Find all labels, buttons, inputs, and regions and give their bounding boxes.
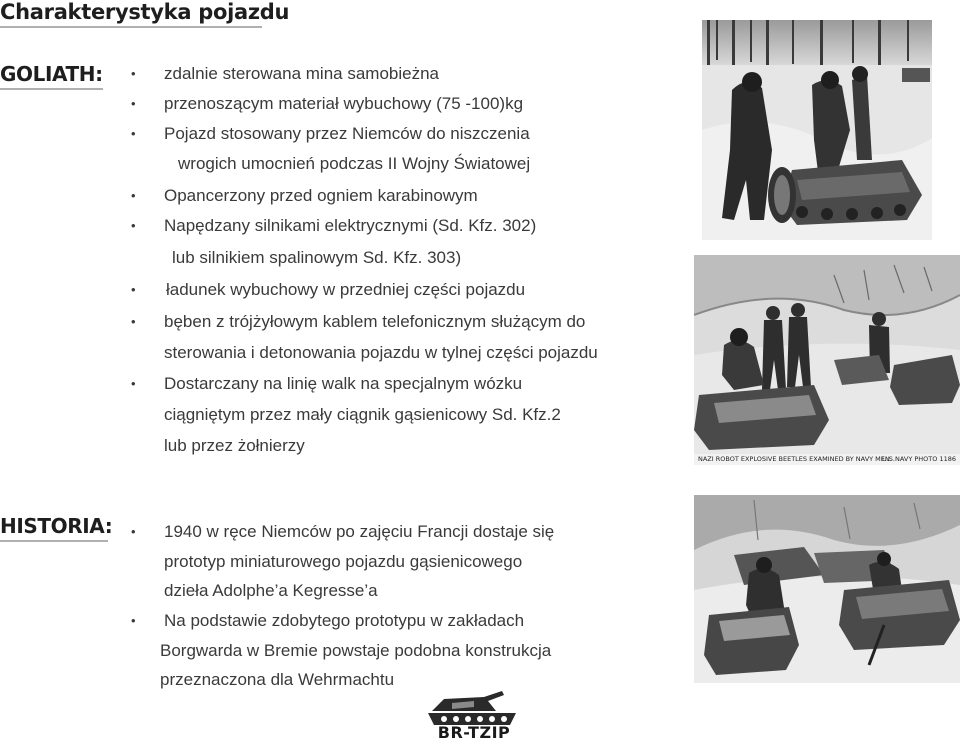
list-item-continuation: ciągniętym przez mały ciągnik gąsienicowy Sd. Kfz.2: [164, 405, 561, 424]
goliath-label-underline: [0, 88, 103, 90]
bullet: •: [131, 188, 136, 203]
historia-label-underline: [0, 540, 108, 542]
bullet: •: [131, 218, 136, 233]
logo-text: BR-TZIP: [437, 723, 511, 742]
list-item-continuation: lub silnikiem spalinowym Sd. Kfz. 303): [172, 248, 462, 267]
list-item: Dostarczany na linię walk na specjalnym wózku: [164, 374, 523, 393]
title-underline: [0, 26, 262, 28]
historia-label: HISTORIA:: [0, 514, 113, 538]
list-item-continuation: przeznaczona dla Wehrmachtu: [160, 670, 395, 689]
tank-logo-icon: [424, 681, 524, 727]
list-item: 1940 w ręce Niemców po zajęciu Francji dostaje się: [164, 522, 555, 541]
bullet: •: [131, 66, 136, 81]
br-tzip-logo: [424, 681, 524, 745]
photo-caption-left: NAZI ROBOT EXPLOSIVE BEETLES EXAMINED BY NAVY MEN.: [698, 455, 892, 463]
list-item-continuation: prototyp miniaturowego pojazdu gąsienicowego: [164, 552, 523, 571]
list-item: Opancerzony przed ogniem karabinowym: [164, 186, 478, 205]
photo-caption-right: U.S.NAVY PHOTO 1186: [881, 455, 956, 463]
photo-navy-men-beach: [694, 255, 960, 465]
bullet: •: [131, 96, 136, 111]
bullet: •: [131, 314, 136, 329]
bullet: •: [131, 524, 136, 539]
list-item: zdalnie sterowana mina samobieżna: [164, 64, 439, 83]
list-item: Pojazd stosowany przez Niemców do niszczenia: [164, 124, 530, 143]
bullet: •: [131, 126, 136, 141]
goliath-label: GOLIATH:: [0, 62, 103, 86]
page-title: Charakterystyka pojazdu: [0, 0, 290, 24]
list-item-continuation: Borgwarda w Bremie powstaje podobna konstrukcja: [160, 641, 552, 660]
list-item: Na podstawie zdobytego prototypu w zakładach: [164, 611, 525, 630]
bullet: •: [131, 376, 136, 391]
list-item: Napędzany silnikami elektrycznymi (Sd. Kfz. 302): [164, 216, 537, 235]
list-item: przenoszącym materiał wybuchowy (75 -100)kg: [164, 94, 524, 113]
list-item: ładunek wybuchowy w przedniej części pojazdu: [166, 280, 526, 299]
list-item-continuation: sterowania i detonowania pojazdu w tylnej części pojazdu: [164, 343, 598, 362]
list-item-continuation: wrogich umocnień podczas II Wojny Światowej: [178, 154, 531, 173]
bullet: •: [131, 282, 136, 297]
bullet: •: [131, 613, 136, 628]
photo-caption: [694, 454, 960, 465]
list-item-continuation: dzieła Adolphe’a Kegresse’a: [164, 581, 378, 600]
list-item-continuation: lub przez żołnierzy: [164, 436, 305, 455]
list-item: bęben z trójżyłowym kablem telefonicznym służącym do: [164, 312, 586, 331]
photo-soldiers-snow: [702, 20, 932, 240]
photo-goliaths-dunes: [694, 495, 960, 683]
